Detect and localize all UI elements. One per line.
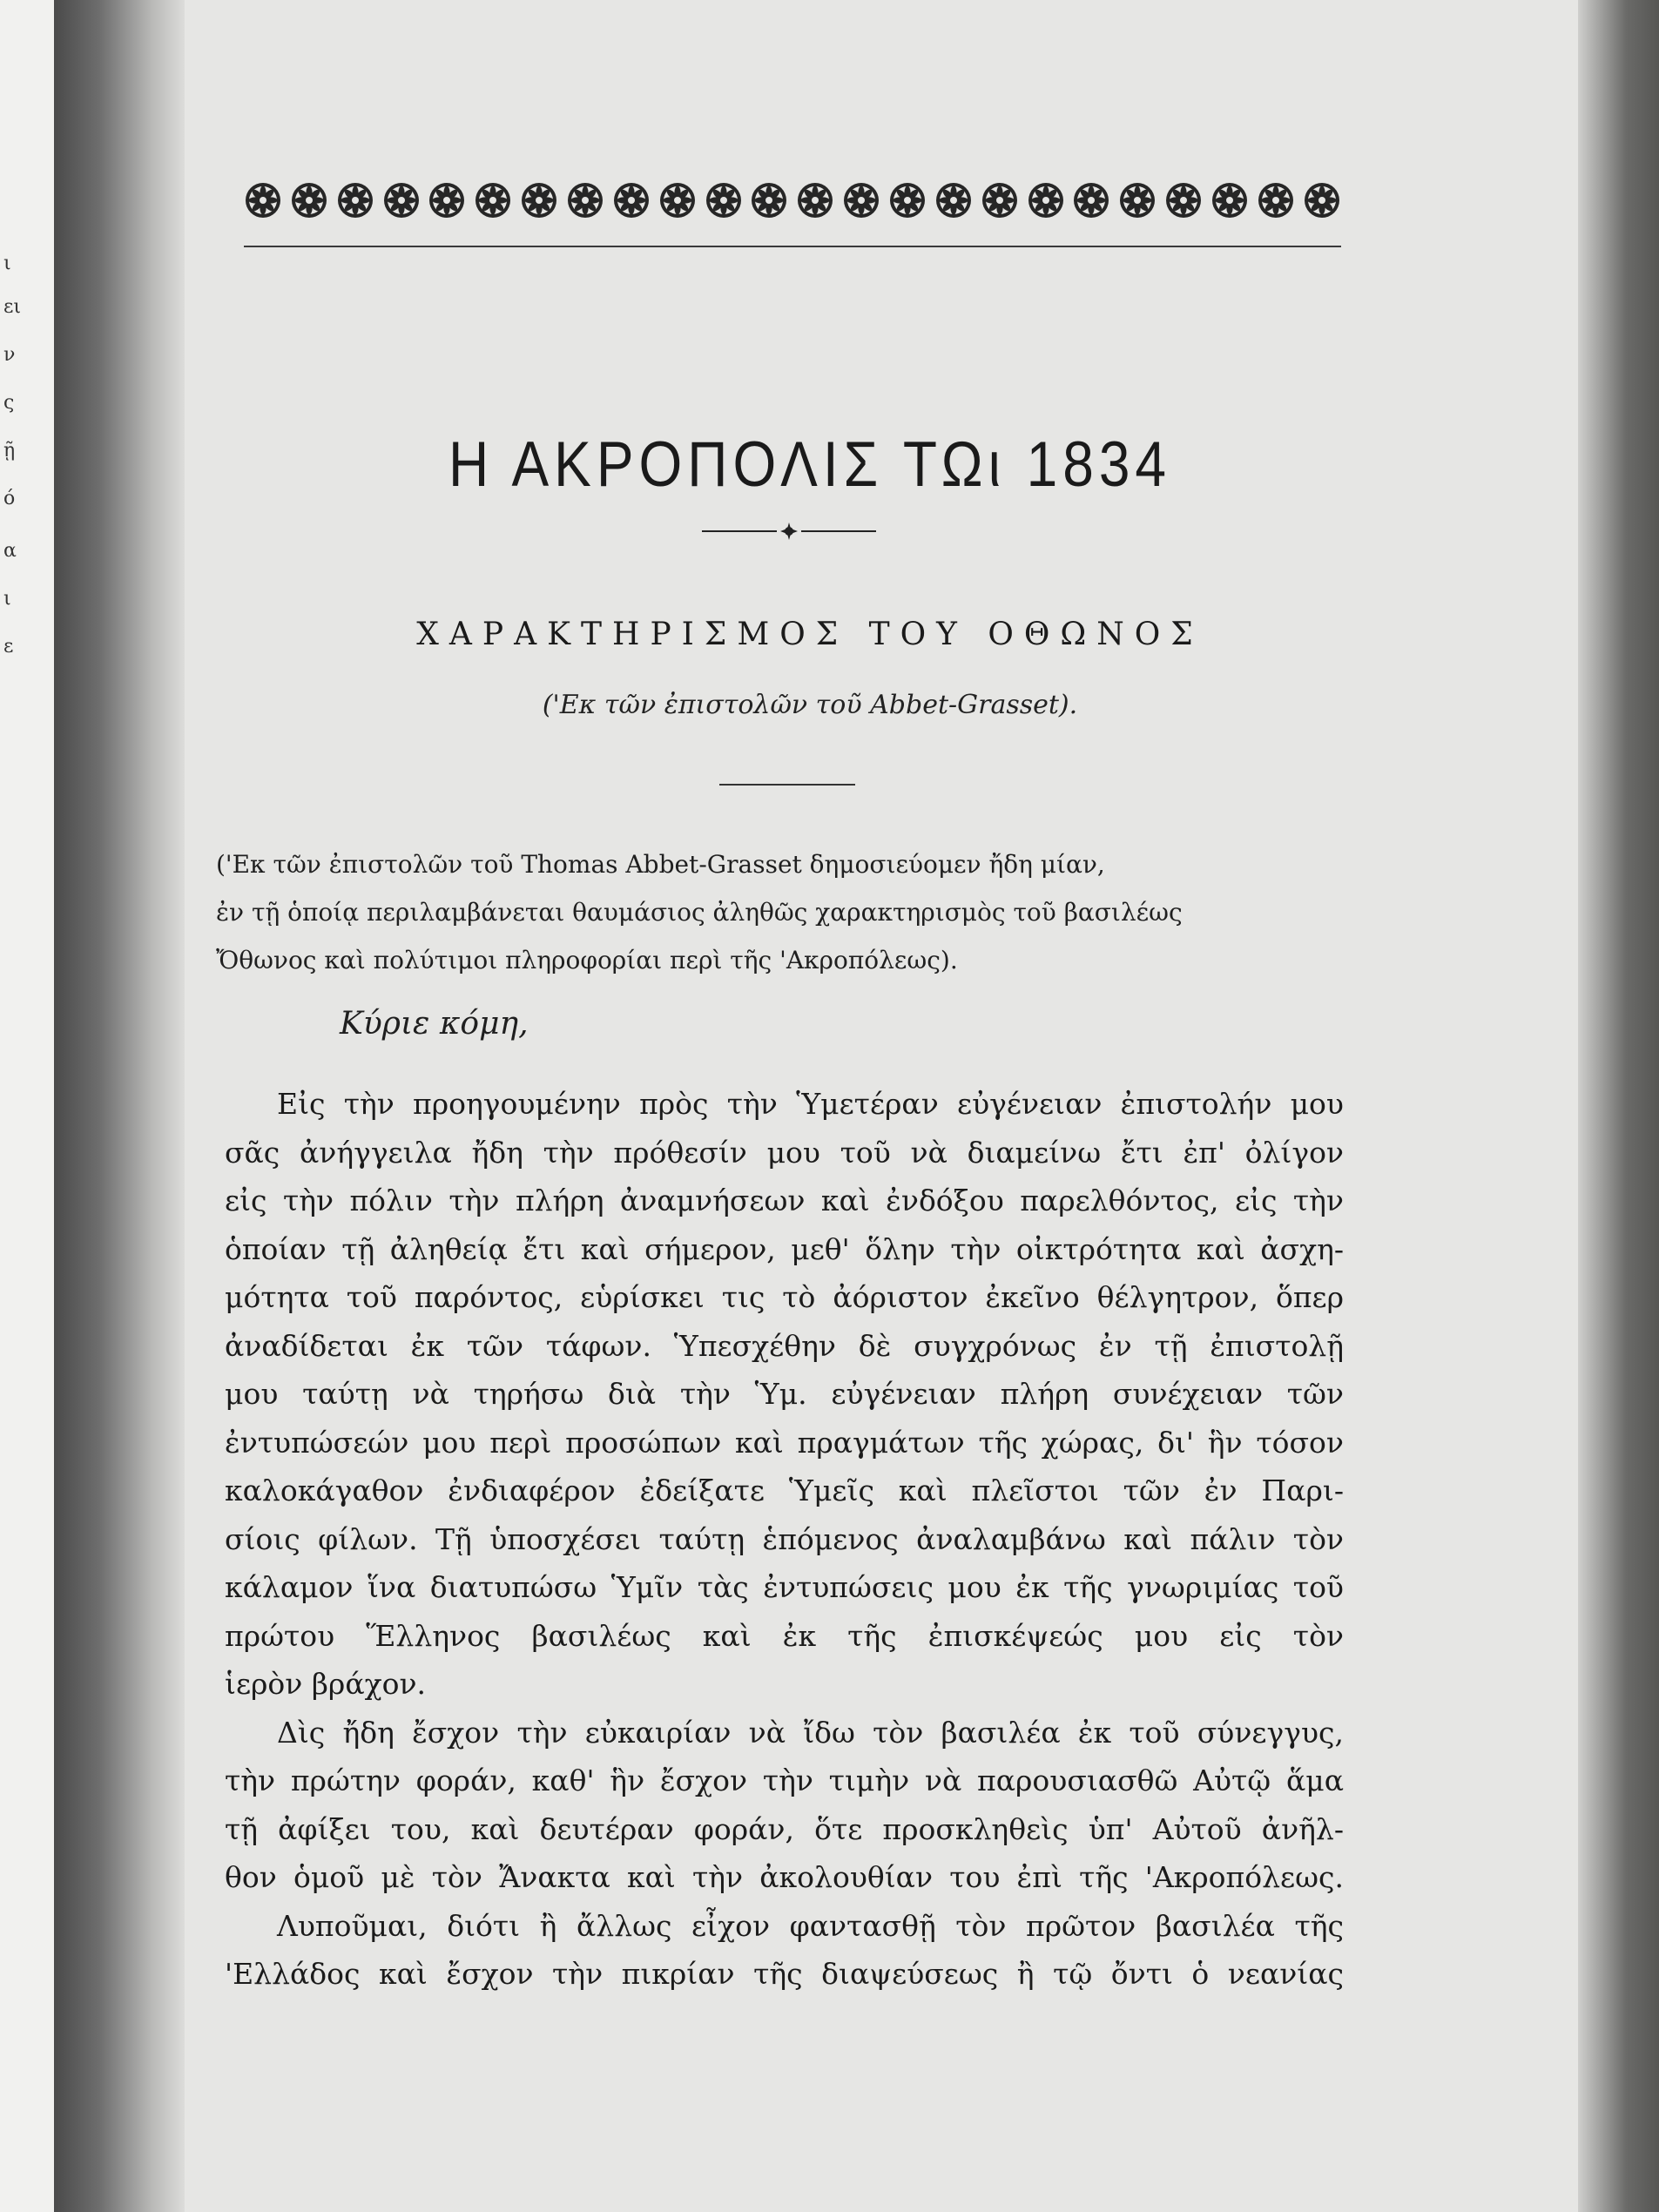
rosette-icon bbox=[796, 181, 834, 219]
rosette-icon bbox=[934, 181, 973, 219]
rosette-icon bbox=[1072, 181, 1110, 219]
salutation: Κύριε κόμη, bbox=[340, 1006, 529, 1042]
book-gutter-shadow bbox=[54, 0, 185, 2212]
rosette-icon bbox=[842, 181, 880, 219]
rosette-icon bbox=[658, 181, 697, 219]
section-divider bbox=[719, 784, 855, 786]
rosette-icon bbox=[981, 181, 1019, 219]
body-line: ἀναδίδεται ἐκ τῶν τάφων. Ὑπεσχέθην δὲ συγχρόνως ἐν τῇ ἐπιστολῇ bbox=[225, 1328, 1344, 1363]
rosette-icon bbox=[290, 181, 328, 219]
rosette-icon bbox=[428, 181, 466, 219]
body-line: Δὶς ἤδη ἔσχον τὴν εὐκαιρίαν νὰ ἴδω τὸν βασιλέα ἐκ τοῦ σύνεγγυς, bbox=[277, 1715, 1344, 1750]
rosette-icon bbox=[474, 181, 512, 219]
body-line: τὴν πρώτην φοράν, καθ' ἣν ἔσχον τὴν τιμὴν νὰ παρουσιασθῶ Αὐτῷ ἅμα bbox=[225, 1764, 1344, 1797]
rosette-icon bbox=[382, 181, 421, 219]
rosette-icon bbox=[612, 181, 651, 219]
rosette-icon bbox=[1303, 181, 1341, 219]
intro-line: ἐν τῇ ὁποίᾳ περιλαμβάνεται θαυμάσιος ἀληθῶς χαρακτηρισμὸς τοῦ βασιλέως bbox=[216, 898, 1183, 927]
body-line: πρώτου Ἕλληνος βασιλέως καὶ ἐκ τῆς ἐπισκέψεώς μου εἰς τὸν bbox=[225, 1618, 1344, 1653]
margin-fragment: ῇ bbox=[3, 440, 16, 462]
intro-paragraph bbox=[216, 840, 1339, 984]
margin-fragment: ι bbox=[3, 253, 11, 274]
body-line: 'Ελλάδος καὶ ἔσχον τὴν πικρίαν τῆς διαψεύσεως ἢ τῷ ὄντι ὁ νεανίας bbox=[225, 1957, 1344, 1991]
rosette-icon bbox=[566, 181, 604, 219]
rosette-border bbox=[244, 174, 1341, 226]
body-line: ἱερὸν βράχον. bbox=[225, 1667, 427, 1701]
rosette-icon bbox=[1257, 181, 1295, 219]
body-line: μότητα τοῦ παρόντος, εὑρίσκει τις τὸ ἀόριστον ἐκεῖνο θέλγητρον, ὅπερ bbox=[225, 1280, 1344, 1314]
title-ornament-icon bbox=[702, 521, 876, 542]
rosette-icon bbox=[1164, 181, 1203, 219]
margin-fragment: ς bbox=[3, 392, 15, 414]
body-line: ἐντυπώσεών μου περὶ προσώπων καὶ πραγμάτων τῆς χώρας, δι' ἣν τόσον bbox=[225, 1425, 1344, 1460]
rosette-icon bbox=[705, 181, 743, 219]
rosette-icon bbox=[244, 181, 282, 219]
body-line: ὁποίαν τῇ ἀληθείᾳ ἔτι καὶ σήμερον, μεθ' ὅλην τὴν οἰκτρότητα καὶ ἀσχη- bbox=[225, 1231, 1344, 1266]
margin-fragment: ι bbox=[3, 588, 11, 610]
source-note: ('Εκ τῶν ἐπιστολῶν τοῦ Abbet-Grasset). bbox=[542, 690, 1078, 720]
rosette-icon bbox=[1211, 181, 1249, 219]
intro-line: ('Εκ τῶν ἐπιστολῶν τοῦ Thomas Abbet-Grasset δημοσιεύομεν ἤδη μίαν, bbox=[216, 850, 1105, 879]
subtitle: ΧΑΡΑΚΤΗΡΙΣΜΟΣ ΤΟΥ ΟΘΩΝΟΣ bbox=[416, 617, 1204, 652]
body-line: καλοκάγαθον ἐνδιαφέρον ἐδείξατε Ὑμεῖς καὶ πλεῖστοι τῶν ἐν Παρι- bbox=[225, 1474, 1344, 1507]
body-line: εἰς τὴν πόλιν τὴν πλήρη ἀναμνήσεων καὶ ἐνδόξου παρελθόντος, εἰς τὴν bbox=[225, 1184, 1344, 1217]
rosette-icon bbox=[888, 181, 927, 219]
page-title: Η ΑΚΡΟΠΟΛΙΣ ΤΩι 1834 bbox=[448, 428, 1172, 500]
intro-line: Ὄθωνος καὶ πολύτιμοι πληροφορίαι περὶ τῆς 'Ακροπόλεως). bbox=[216, 946, 958, 974]
body-line: Εἰς τὴν προηγουμένην πρὸς τὴν Ὑμετέραν εὐγένειαν ἐπιστολήν μου bbox=[277, 1087, 1344, 1121]
adjacent-page-strip bbox=[0, 0, 54, 2212]
margin-fragment: ε bbox=[3, 636, 14, 658]
body-line: Λυποῦμαι, διότι ἢ ἄλλως εἶχον φαντασθῇ τὸν πρῶτον βασιλέα τῆς bbox=[277, 1908, 1344, 1943]
body-line: σᾶς ἀνήγγειλα ἤδη τὴν πρόθεσίν μου τοῦ νὰ διαμείνω ἔτι ἐπ' ὀλίγον bbox=[225, 1135, 1344, 1170]
page-edge-shadow bbox=[1578, 0, 1659, 2212]
margin-fragment: α bbox=[3, 540, 17, 562]
body-line: μου ταύτῃ νὰ τηρήσω διὰ τὴν Ὑμ. εὐγένειαν πλήρη συνέχειαν τῶν bbox=[225, 1377, 1344, 1411]
margin-fragment: ει bbox=[3, 296, 22, 318]
letter-body bbox=[225, 1080, 1344, 1999]
body-line: τῇ ἀφίξει του, καὶ δευτέραν φοράν, ὅτε προσκληθεὶς ὑπ' Αὐτοῦ ἀνῆλ- bbox=[225, 1811, 1344, 1846]
body-line: κάλαμον ἵνα διατυπώσω Ὑμῖν τὰς ἐντυπώσεις μου ἐκ τῆς γνωριμίας τοῦ bbox=[225, 1570, 1344, 1604]
rosette-icon bbox=[1118, 181, 1157, 219]
header-rule bbox=[244, 246, 1341, 247]
rosette-icon bbox=[750, 181, 788, 219]
margin-fragment: ό bbox=[3, 488, 16, 509]
rosette-icon bbox=[1027, 181, 1065, 219]
body-line: σίοις φίλων. Τῇ ὑποσχέσει ταύτῃ ἑπόμενος ἀναλαμβάνω καὶ πάλιν τὸν bbox=[225, 1521, 1344, 1556]
body-line: θον ὁμοῦ μὲ τὸν Ἄνακτα καὶ τὴν ἀκολουθίαν του ἐπὶ τῆς 'Ακροπόλεως. bbox=[225, 1860, 1344, 1894]
rosette-icon bbox=[336, 181, 374, 219]
margin-fragment: ν bbox=[3, 344, 16, 366]
rosette-icon bbox=[520, 181, 558, 219]
